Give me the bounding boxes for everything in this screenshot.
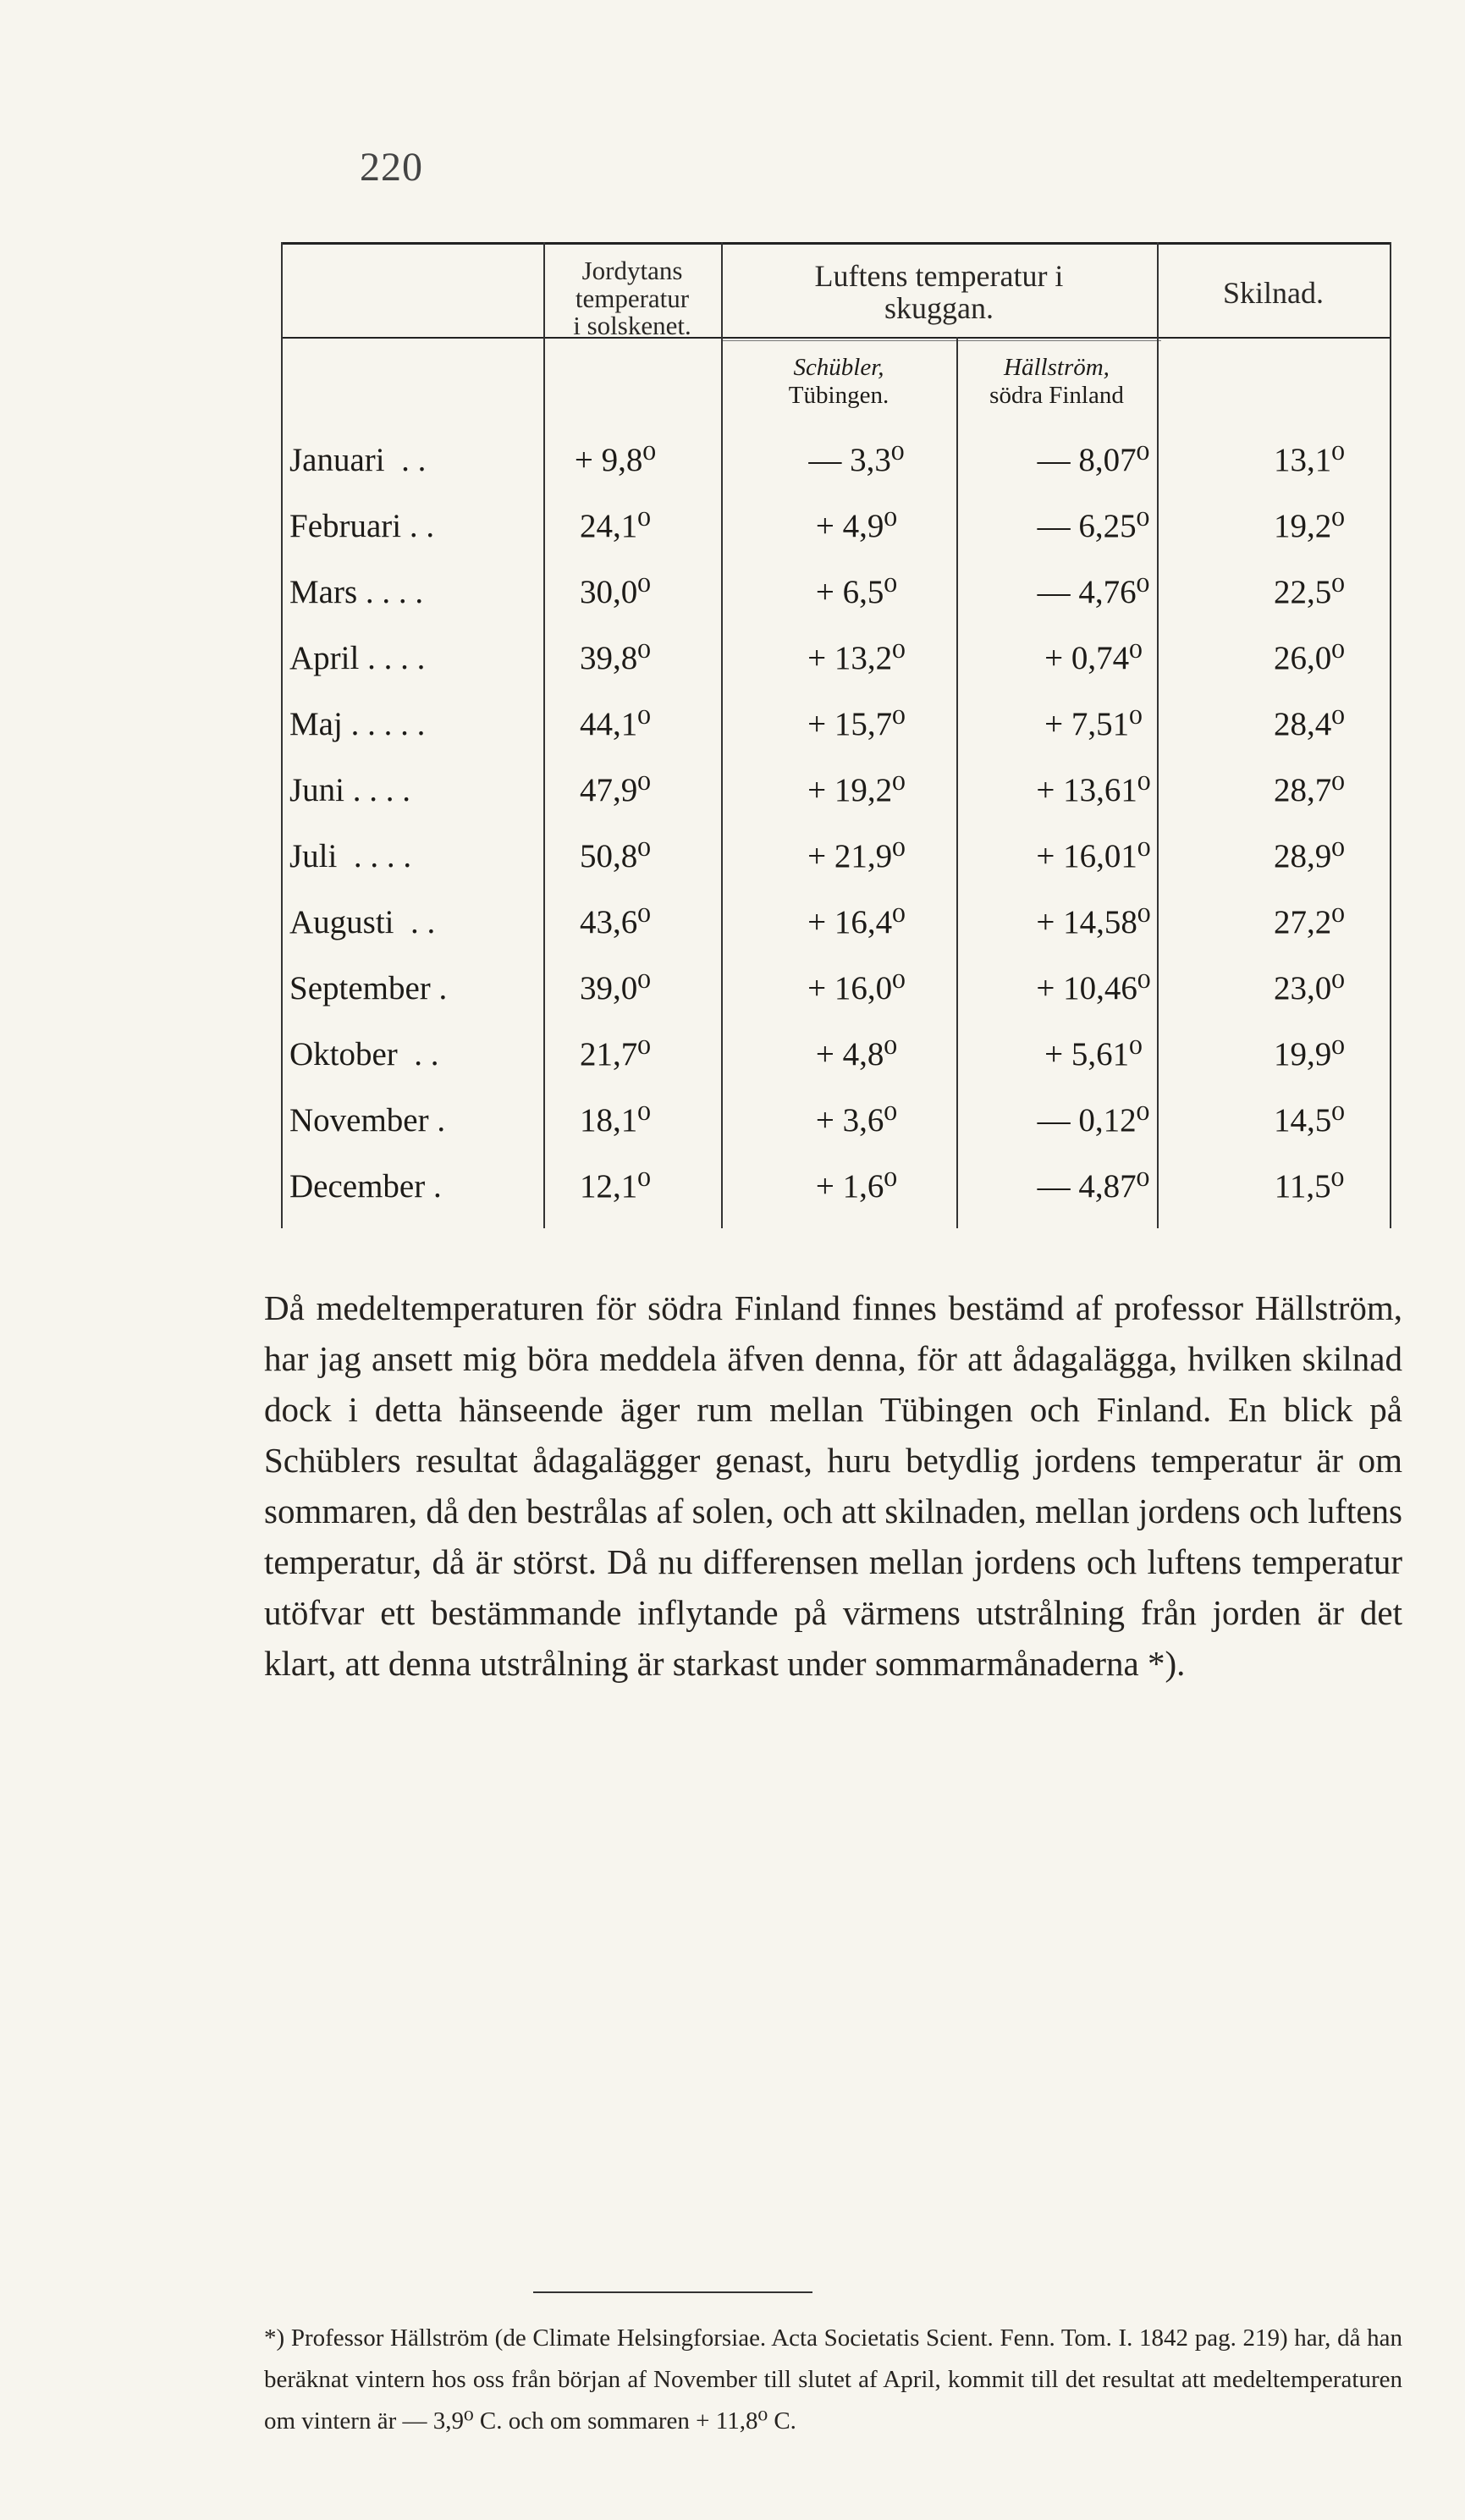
difference-cell: 28,9⁰ bbox=[1274, 838, 1345, 874]
month-label: April . . . . bbox=[289, 640, 426, 676]
month-label: December . bbox=[289, 1168, 442, 1205]
subheader-finland bbox=[956, 354, 1157, 411]
month-label: Februari . . bbox=[289, 508, 435, 544]
month-label: Mars . . . . bbox=[289, 574, 424, 610]
soil-temp-cell: + 9,8⁰ bbox=[574, 442, 657, 478]
finland-temp-cell: + 13,61⁰ bbox=[1036, 772, 1151, 808]
tubingen-temp-cell: + 16,4⁰ bbox=[807, 904, 906, 940]
tubingen-temp-cell: + 3,6⁰ bbox=[815, 1102, 898, 1139]
table-row bbox=[264, 837, 1398, 905]
soil-temp-cell: 18,1⁰ bbox=[580, 1102, 651, 1139]
finland-temp-cell: — 4,76⁰ bbox=[1037, 574, 1150, 610]
soil-temp-cell: 21,7⁰ bbox=[580, 1036, 651, 1073]
tubingen-temp-cell: + 19,2⁰ bbox=[807, 772, 906, 808]
difference-cell: 28,7⁰ bbox=[1274, 772, 1345, 808]
table-header-rule bbox=[281, 337, 1390, 339]
temperature-table bbox=[264, 242, 1398, 1232]
table-row bbox=[264, 705, 1398, 773]
subheader-finland-author: Hällström, bbox=[1004, 354, 1110, 381]
soil-temp-cell: 43,6⁰ bbox=[580, 904, 651, 940]
table-row bbox=[264, 771, 1398, 839]
soil-temp-cell: 39,0⁰ bbox=[580, 970, 651, 1006]
soil-temp-cell: 47,9⁰ bbox=[580, 772, 651, 808]
tubingen-temp-cell: + 13,2⁰ bbox=[807, 640, 906, 676]
table-row bbox=[264, 1101, 1398, 1169]
table-row bbox=[264, 969, 1398, 1037]
finland-temp-cell: + 16,01⁰ bbox=[1036, 838, 1151, 874]
footnote-text: *) Professor Hällström (de Climate Helsingforsiae. Acta Societatis Scient. Fenn. Tom. I. 1842 pag. 219) har, då han beräknat vintern hos oss från början af November till slutet af April, kommit till det resultat att medeltemperaturen om vintern är — 3,9⁰ C. och om sommaren + 11,8⁰ C. bbox=[264, 2324, 1402, 2435]
header-soil-line: i solskenet. bbox=[573, 311, 691, 341]
page-number: 220 bbox=[360, 145, 423, 190]
month-label: Augusti . . bbox=[289, 904, 436, 940]
header-soil-temperature bbox=[543, 257, 721, 340]
footnote-divider bbox=[533, 2291, 812, 2293]
header-air-line: Luftens temperatur i bbox=[814, 259, 1064, 293]
finland-temp-cell: + 14,58⁰ bbox=[1036, 904, 1151, 940]
tubingen-temp-cell: + 4,9⁰ bbox=[815, 508, 898, 544]
difference-cell: 19,2⁰ bbox=[1274, 508, 1345, 544]
difference-cell: 11,5⁰ bbox=[1274, 1168, 1345, 1205]
difference-cell: 23,0⁰ bbox=[1274, 970, 1345, 1006]
soil-temp-cell: 12,1⁰ bbox=[580, 1168, 651, 1205]
subheader-tubingen-place: Tübingen. bbox=[788, 382, 889, 410]
month-label: Maj . . . . . bbox=[289, 706, 426, 742]
month-label: Juni . . . . bbox=[289, 772, 411, 808]
footnote bbox=[264, 2318, 1402, 2442]
finland-temp-cell: — 6,25⁰ bbox=[1037, 508, 1150, 544]
header-air-temperature bbox=[721, 261, 1157, 325]
header-difference: Skilnad. bbox=[1222, 276, 1324, 310]
month-label: November . bbox=[289, 1102, 446, 1139]
soil-temp-cell: 30,0⁰ bbox=[580, 574, 651, 610]
difference-cell: 19,9⁰ bbox=[1274, 1036, 1345, 1073]
body-paragraph bbox=[264, 1282, 1402, 1689]
soil-temp-cell: 50,8⁰ bbox=[580, 838, 651, 874]
difference-cell: 14,5⁰ bbox=[1274, 1102, 1345, 1139]
table-top-rule bbox=[281, 242, 1390, 245]
finland-temp-cell: — 0,12⁰ bbox=[1037, 1102, 1150, 1139]
tubingen-temp-cell: — 3,3⁰ bbox=[808, 442, 905, 478]
finland-temp-cell: + 10,46⁰ bbox=[1036, 970, 1151, 1006]
header-air-line: skuggan. bbox=[884, 290, 994, 325]
header-soil-line: Jordytans bbox=[581, 256, 683, 285]
tubingen-temp-cell: + 1,6⁰ bbox=[815, 1168, 898, 1205]
table-row bbox=[264, 507, 1398, 575]
finland-temp-cell: — 4,87⁰ bbox=[1037, 1168, 1150, 1205]
table-row bbox=[264, 639, 1398, 707]
finland-temp-cell: + 5,61⁰ bbox=[1044, 1036, 1143, 1073]
tubingen-temp-cell: + 4,8⁰ bbox=[815, 1036, 898, 1073]
body-paragraph-text: Då medeltemperaturen för södra Finland finnes bestämd af professor Hällström, har jag ansett mig böra meddela äfven denna, för att ådagalägga, hvilken skilnad dock i detta hänseende äger rum mellan Tübingen och Finland. En blick på Schüblers resultat ådagalägger genast, huru betydlig jordens temperatur är om sommaren, då den bestrålas af solen, och att skilnaden, mellan jordens och luftens temperatur, då är störst. Då nu differensen mellan jordens och luftens temperatur utöfvar ett bestämmande inflytande på värmens utstrålning från jorden är det klart, att denna utstrålning är starkast under sommarmånaderna *). bbox=[264, 1288, 1402, 1683]
table-row bbox=[264, 573, 1398, 641]
table-row bbox=[264, 1167, 1398, 1235]
tubingen-temp-cell: + 15,7⁰ bbox=[807, 706, 906, 742]
tubingen-temp-cell: + 16,0⁰ bbox=[807, 970, 906, 1006]
subheader-tubingen-author: Schübler, bbox=[793, 354, 884, 381]
subheader-rule bbox=[721, 340, 1161, 341]
finland-temp-cell: + 0,74⁰ bbox=[1044, 640, 1143, 676]
table-row bbox=[264, 903, 1398, 971]
header-soil-line: temperatur bbox=[575, 283, 690, 313]
difference-cell: 28,4⁰ bbox=[1274, 706, 1345, 742]
soil-temp-cell: 44,1⁰ bbox=[580, 706, 651, 742]
tubingen-temp-cell: + 6,5⁰ bbox=[815, 574, 898, 610]
soil-temp-cell: 24,1⁰ bbox=[580, 508, 651, 544]
month-label: Juli . . . . bbox=[289, 838, 412, 874]
difference-cell: 13,1⁰ bbox=[1274, 442, 1345, 478]
subheader-tubingen bbox=[721, 354, 956, 411]
month-label: Januari . . bbox=[289, 442, 427, 478]
month-label: September . bbox=[289, 970, 448, 1006]
difference-cell: 26,0⁰ bbox=[1274, 640, 1345, 676]
table-row bbox=[264, 1035, 1398, 1103]
tubingen-temp-cell: + 21,9⁰ bbox=[807, 838, 906, 874]
finland-temp-cell: + 7,51⁰ bbox=[1044, 706, 1143, 742]
difference-cell: 22,5⁰ bbox=[1274, 574, 1345, 610]
table-row bbox=[264, 441, 1398, 509]
month-label: Oktober . . bbox=[289, 1036, 439, 1073]
subheader-finland-place: södra Finland bbox=[989, 382, 1124, 410]
soil-temp-cell: 39,8⁰ bbox=[580, 640, 651, 676]
difference-cell: 27,2⁰ bbox=[1274, 904, 1345, 940]
finland-temp-cell: — 8,07⁰ bbox=[1037, 442, 1150, 478]
